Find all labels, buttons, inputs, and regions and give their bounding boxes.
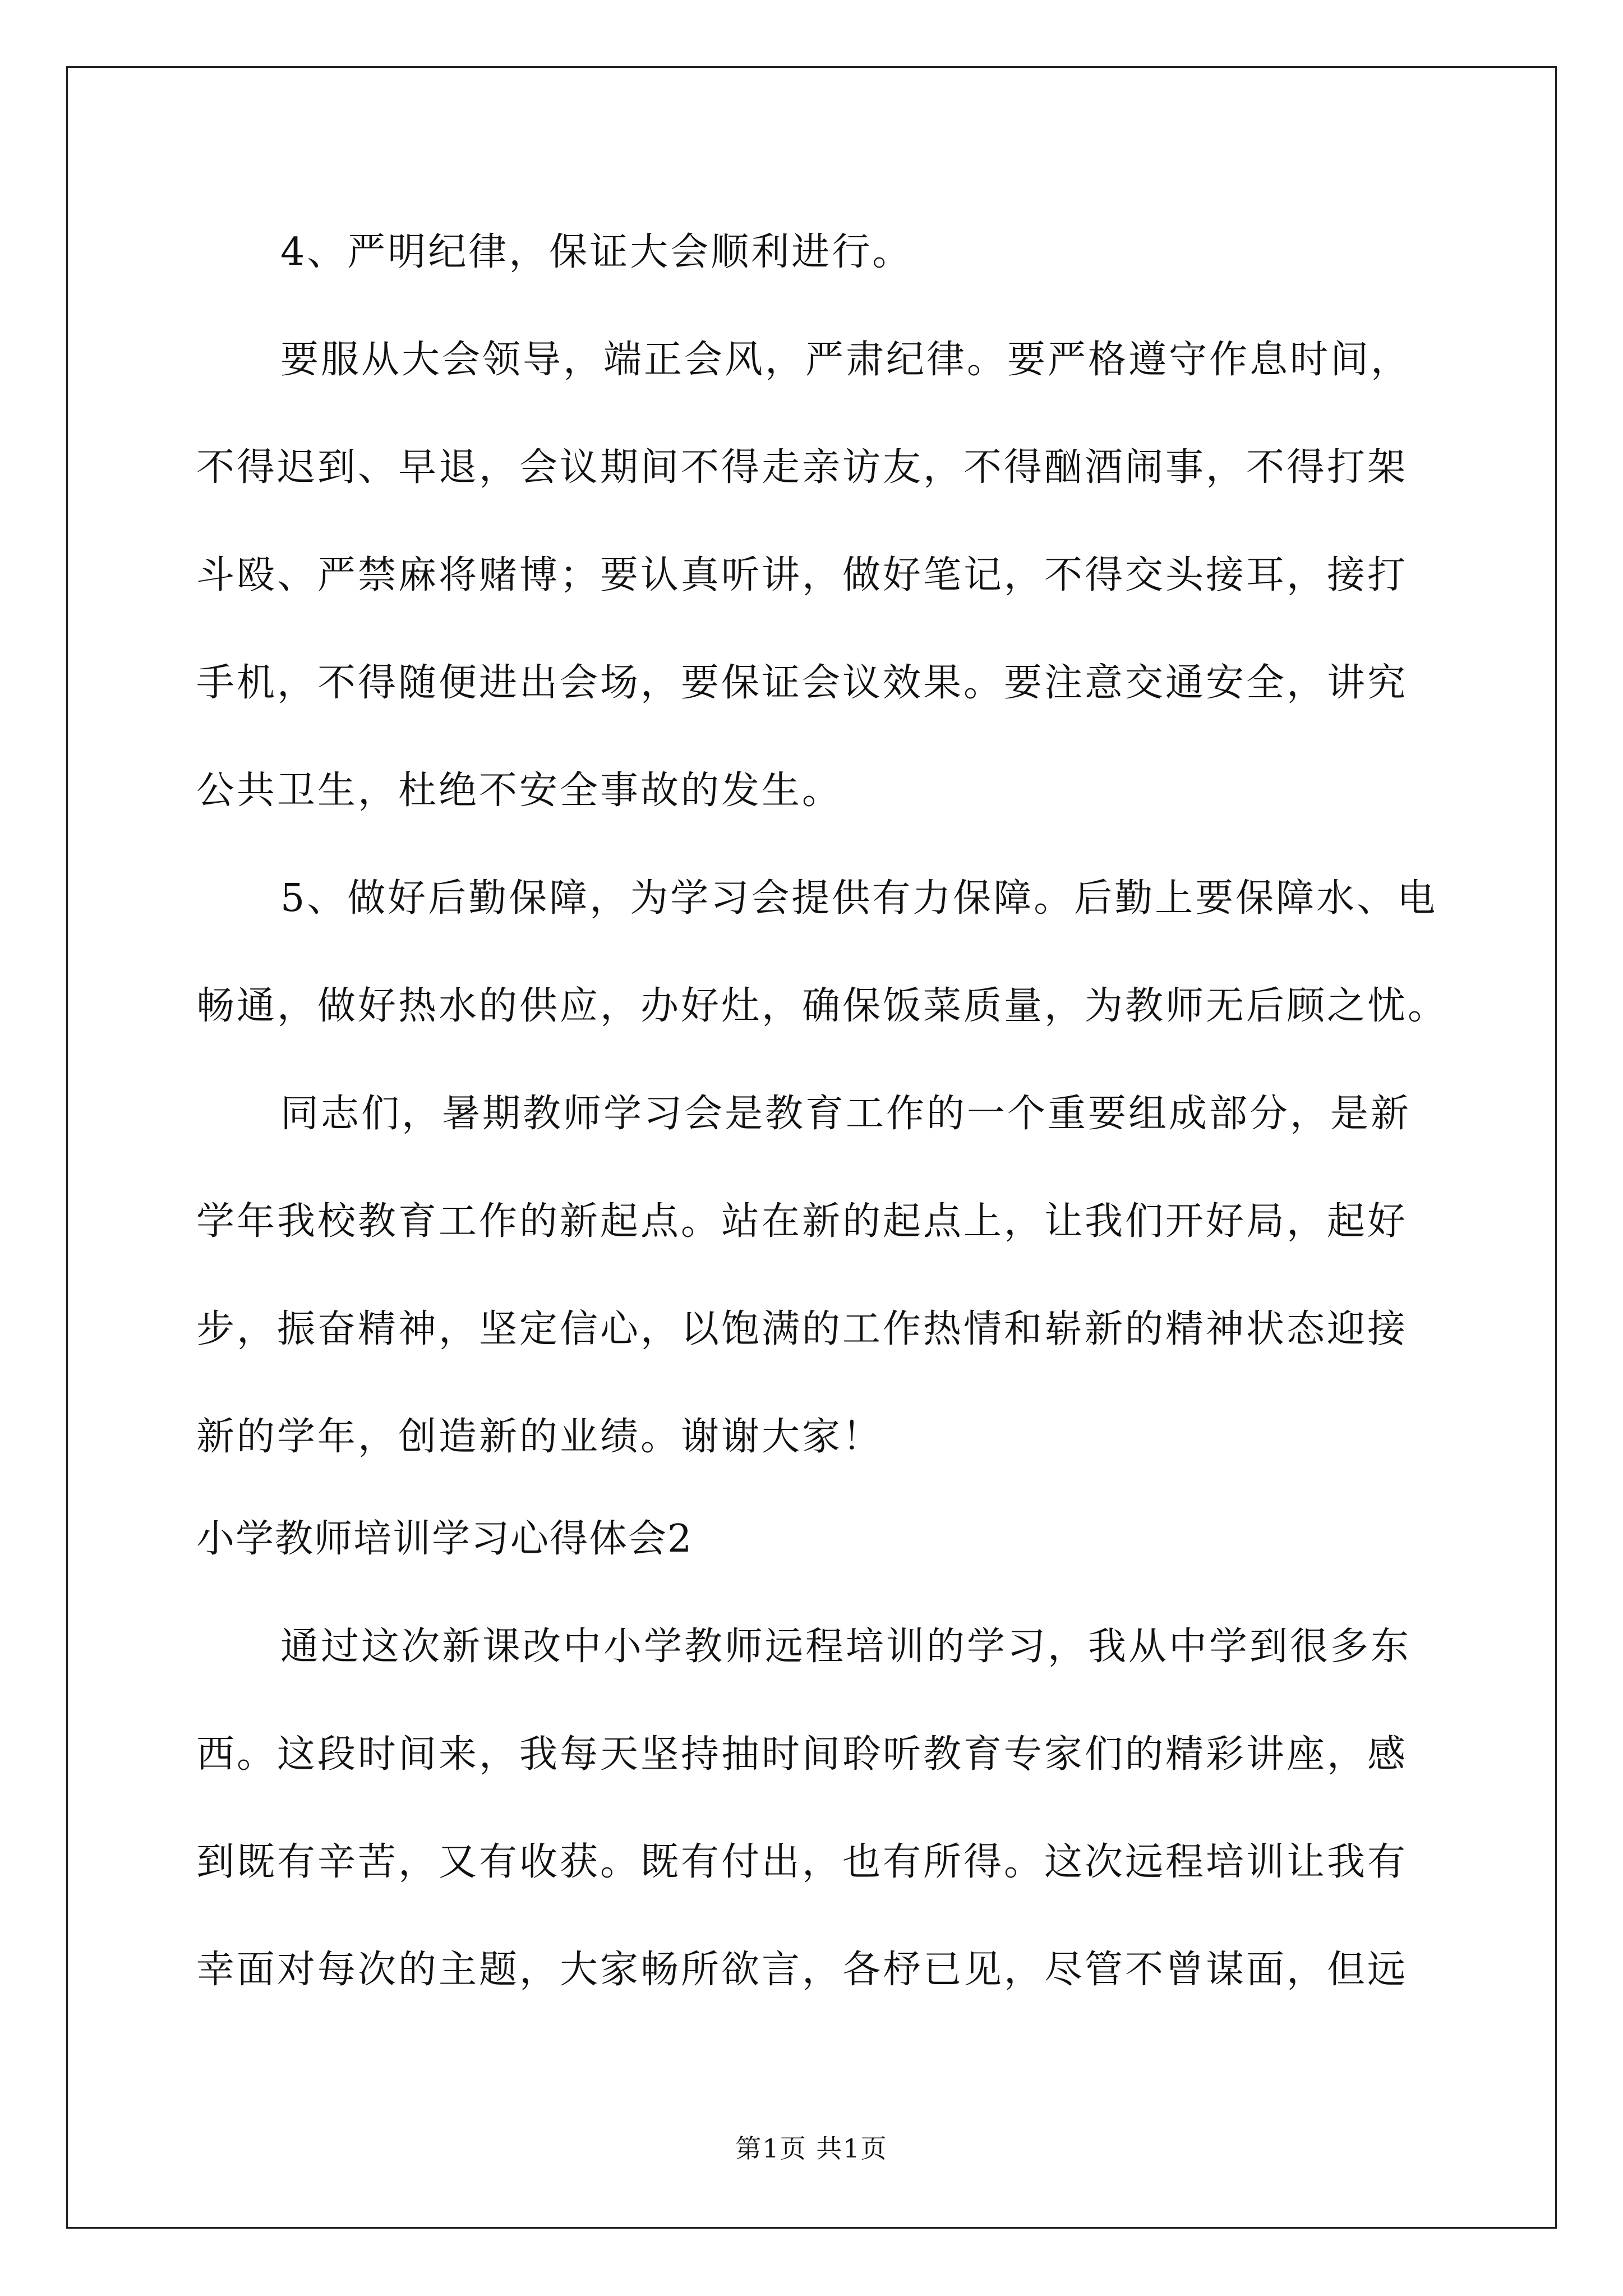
paragraph-line: 手机，不得随便进出会场，要保证会议效果。要注意交通安全，讲究 bbox=[196, 661, 1408, 705]
paragraph-line: 4、严明纪律，保证大会顺利进行。 bbox=[280, 230, 913, 274]
paragraph-line: 步，振奋精神，坚定信心，以饱满的工作热情和崭新的精神状态迎接 bbox=[196, 1307, 1408, 1351]
paragraph-line: 学年我校教育工作的新起点。站在新的起点上，让我们开好局，起好 bbox=[196, 1199, 1408, 1244]
paragraph-line: 5、做好后勤保障，为学习会提供有力保障。后勤上要保障水、电 bbox=[280, 876, 1438, 921]
paragraph-line: 要服从大会领导，端正会风，严肃纪律。要严格遵守作息时间， bbox=[280, 338, 1412, 382]
paragraph-line: 到既有辛苦，又有收获。既有付出，也有所得。这次远程培训让我有 bbox=[196, 1840, 1408, 1884]
paragraph-line: 同志们，暑期教师学习会是教育工作的一个重要组成部分，是新 bbox=[280, 1092, 1412, 1136]
section-heading: 小学教师培训学习心得体会2 bbox=[196, 1517, 693, 1561]
page-footer: 第1页 共1页 bbox=[735, 2133, 888, 2164]
paragraph-line: 新的学年，创造新的业绩。谢谢大家！ bbox=[196, 1415, 883, 1459]
paragraph-line: 公共卫生，杜绝不安全事故的发生。 bbox=[196, 769, 843, 813]
paragraph-line: 斗殴、严禁麻将赌博；要认真听讲，做好笔记，不得交头接耳，接打 bbox=[196, 553, 1408, 597]
paragraph-line: 西。这段时间来，我每天坚持抽时间聆听教育专家们的精彩讲座，感 bbox=[196, 1732, 1408, 1777]
page-border bbox=[66, 66, 1557, 2229]
paragraph-line: 不得迟到、早退，会议期间不得走亲访友，不得酗酒闹事，不得打架 bbox=[196, 445, 1408, 490]
paragraph-line: 通过这次新课改中小学教师远程培训的学习，我从中学到很多东 bbox=[280, 1625, 1412, 1669]
paragraph-line: 畅通，做好热水的供应，办好灶，确保饭菜质量，为教师无后顾之忧。 bbox=[196, 984, 1449, 1028]
paragraph-line: 幸面对每次的主题，大家畅所欲言，各杼已见，尽管不曾谋面，但远 bbox=[196, 1948, 1408, 1992]
